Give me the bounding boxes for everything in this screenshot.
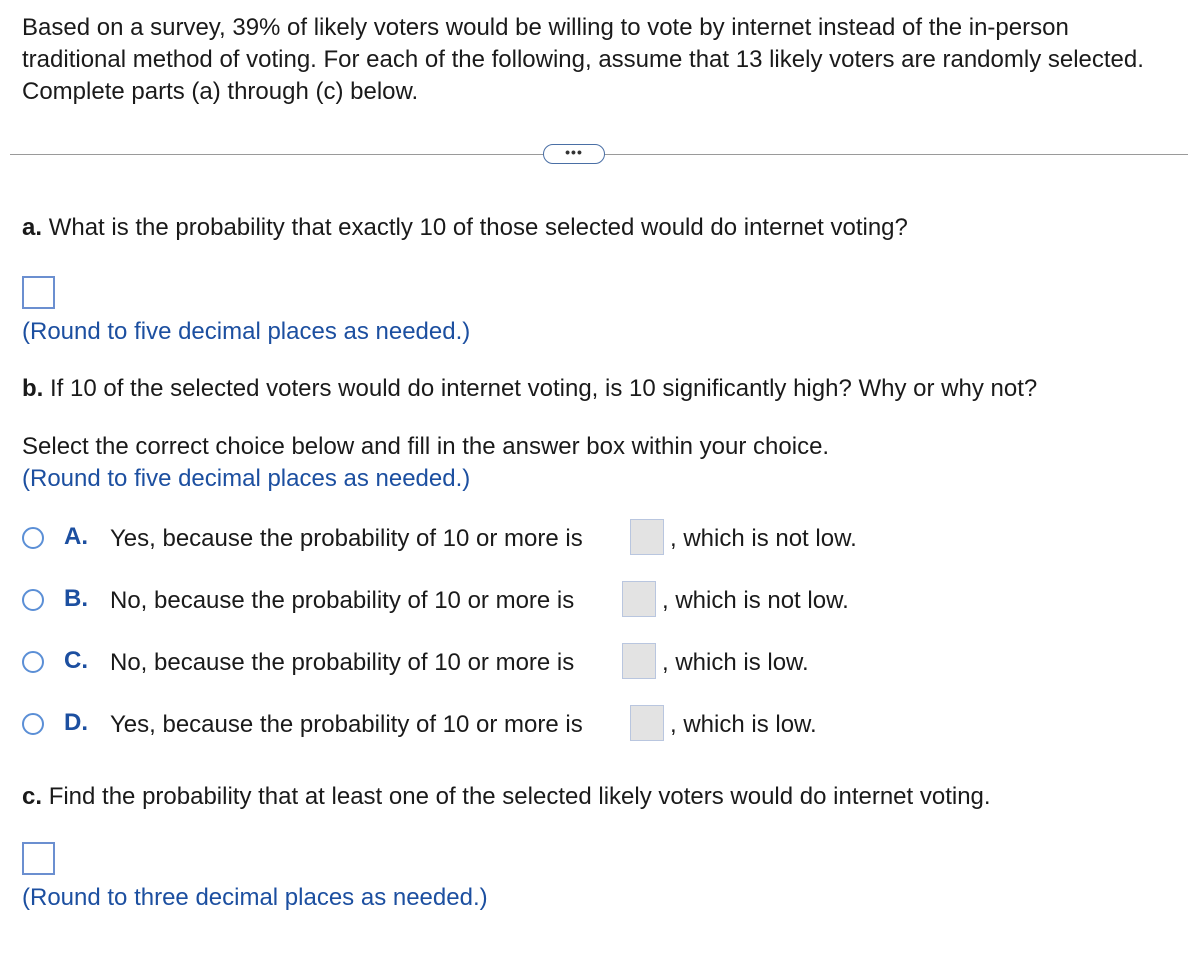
part-a-answer-input[interactable] [22, 276, 55, 309]
part-a-question [22, 212, 908, 244]
choice-d-suffix: , which is low. [670, 711, 817, 738]
choice-d-text: Yes, because the probability of 10 or more is [110, 711, 583, 738]
choice-d-answer-input[interactable] [630, 705, 664, 741]
part-b-instruction: Select the correct choice below and fill in the answer box within your choice. [22, 433, 830, 460]
part-c-answer-input[interactable] [22, 842, 55, 875]
choice-a-suffix: , which is not low. [670, 525, 857, 552]
choice-b-radio[interactable] [22, 589, 44, 611]
expand-ellipsis-button[interactable]: ••• [543, 144, 605, 164]
part-a-label: a. [22, 214, 43, 241]
choice-b-letter: B. [64, 585, 88, 612]
choice-a-answer-input[interactable] [630, 519, 664, 555]
part-c-text: Find the probability that at least one of the selected likely voters would do internet voting. [48, 783, 991, 810]
problem-statement: Based on a survey, 39% of likely voters would be willing to vote by internet instead of the in-person traditional method of voting. For each of the following, assume that 13 likely voters are randomly selected. Complete parts (a) through (c) below. [22, 14, 1144, 105]
choice-d-letter: D. [64, 709, 88, 736]
choice-a-text: Yes, because the probability of 10 or more is [110, 525, 583, 552]
choice-b-text: No, because the probability of 10 or more is [110, 587, 575, 614]
choice-c-suffix: , which is low. [662, 649, 809, 676]
part-a-hint: (Round to five decimal places as needed.) [22, 318, 471, 345]
choice-c-letter: C. [64, 647, 88, 674]
choice-a-letter: A. [64, 523, 88, 550]
part-c-hint: (Round to three decimal places as needed.) [22, 884, 488, 911]
part-b-text: If 10 of the selected voters would do internet voting, is 10 significantly high? Why or why not? [50, 375, 1038, 402]
choice-b-suffix: , which is not low. [662, 587, 849, 614]
part-b-label: b. [22, 375, 44, 402]
part-c-label: c. [22, 783, 43, 810]
part-a-text: What is the probability that exactly 10 of those selected would do internet voting? [48, 214, 908, 241]
choice-b-answer-input[interactable] [622, 581, 656, 617]
part-b-hint: (Round to five decimal places as needed.) [22, 465, 471, 492]
choice-d-radio[interactable] [22, 713, 44, 735]
choice-c-radio[interactable] [22, 651, 44, 673]
choice-c-answer-input[interactable] [622, 643, 656, 679]
part-c-question [22, 781, 991, 813]
choice-a-radio[interactable] [22, 527, 44, 549]
choice-c-text: No, because the probability of 10 or more is [110, 649, 575, 676]
part-b-question [22, 373, 1037, 405]
